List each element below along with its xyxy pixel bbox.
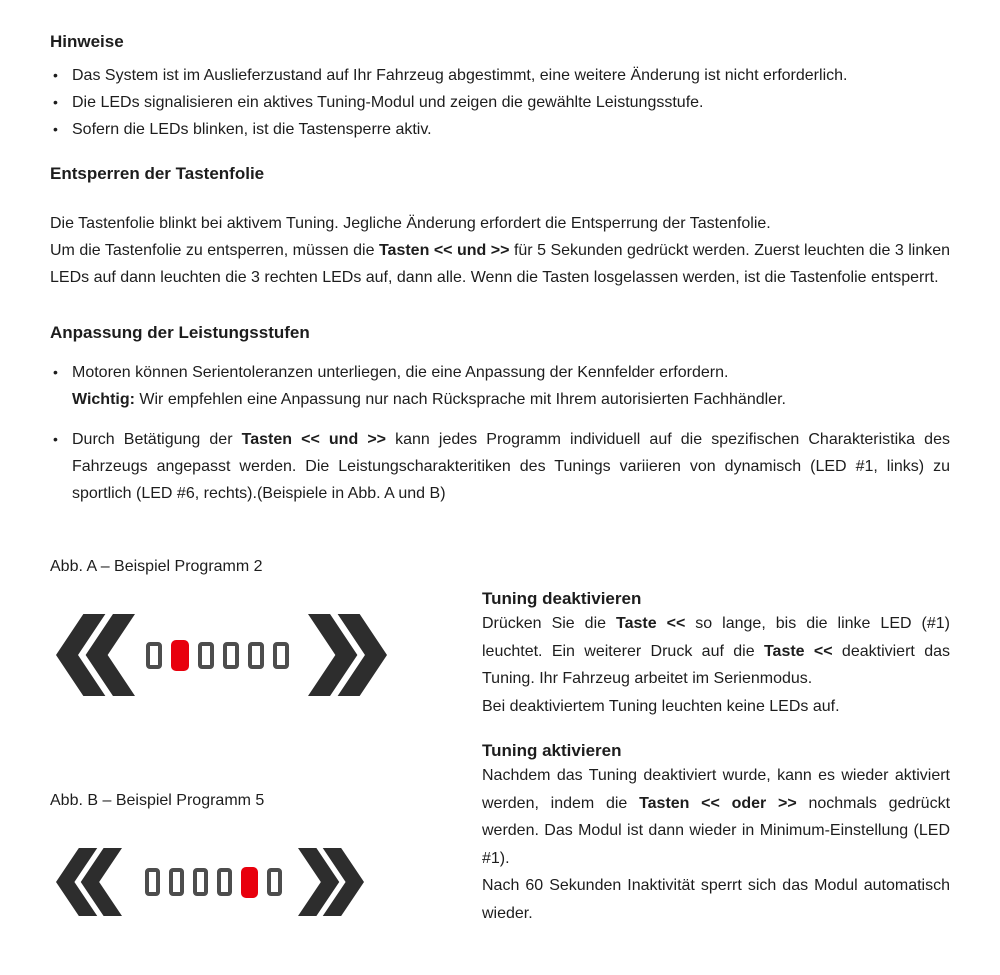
chevrons-right-icon bbox=[308, 614, 387, 696]
bullet-item bbox=[50, 359, 950, 413]
bullet-marker: • bbox=[53, 121, 58, 137]
bullet-marker: • bbox=[53, 67, 58, 83]
bullet-text: Sofern die LEDs blinken, ist die Tastensperre aktiv. bbox=[72, 121, 432, 138]
bullet-item bbox=[50, 116, 950, 143]
figure-a-led-display bbox=[50, 614, 475, 696]
led-row bbox=[146, 640, 289, 671]
led-indicator-active bbox=[171, 640, 189, 671]
chevrons-right-icon bbox=[298, 848, 364, 916]
bullet-item bbox=[50, 426, 950, 507]
hinweise-bullet-list bbox=[50, 62, 950, 143]
section-hinweise bbox=[50, 31, 950, 143]
bullet-marker: • bbox=[53, 94, 58, 110]
deaktivieren-paragraph-2: Bei deaktiviertem Tuning leuchten keine LEDs auf. bbox=[482, 697, 840, 715]
figure-b-led-display bbox=[50, 848, 475, 916]
right-column bbox=[482, 588, 950, 927]
heading-hinweise: Hinweise bbox=[50, 32, 124, 51]
aktivieren-paragraph-1: Nachdem das Tuning deaktiviert wurde, kann es wieder aktiviert werden, indem die Tasten << oder >> nochmals gedrückt werden. Das Modul ist dann wieder in Minimum-Einstellung (LED #1). bbox=[482, 767, 951, 867]
led-indicator bbox=[145, 868, 160, 896]
deaktivieren-paragraph-1: Drücken Sie die Taste << so lange, bis die linke LED (#1) leuchtet. Ein weiterer Druck auf die Taste << deaktiviert das Tuning. Ihr Fahrzeug arbeitet im Serienmodus. bbox=[482, 615, 950, 687]
bullet-item bbox=[50, 89, 950, 116]
heading-tuning-deaktivieren: Tuning deaktivieren bbox=[482, 589, 642, 608]
bullet-marker: • bbox=[53, 364, 58, 380]
figure-b-label: Abb. B – Beispiel Programm 5 bbox=[50, 792, 265, 809]
led-indicator-active bbox=[241, 867, 258, 898]
section-entsperren bbox=[50, 163, 950, 291]
figures-column bbox=[50, 556, 475, 916]
bullet-item bbox=[50, 62, 950, 89]
chevrons-left-icon bbox=[56, 614, 135, 696]
bullet-text: Das System ist im Auslieferzustand auf Ihr Fahrzeug abgestimmt, eine weitere Änderung ist nicht erforderlich. bbox=[72, 67, 848, 84]
bullet-text: Durch Betätigung der Tasten << und >> kann jedes Programm individuell auf die spezifischen Charakteristika des Fahrzeugs angepasst werden. Die Leistungscharakteritiken des Tunings variieren von dynamisch (LED #1, links) zu sportlich (LED #6, rechts).(Beispiele in Abb. A und B) bbox=[72, 431, 950, 502]
heading-tuning-aktivieren: Tuning aktivieren bbox=[482, 741, 622, 760]
aktivieren-paragraph-2: Nach 60 Sekunden Inaktivität sperrt sich das Modul automatisch wieder. bbox=[482, 877, 950, 922]
led-indicator bbox=[248, 642, 264, 669]
entsperren-paragraph-1: Die Tastenfolie blinkt bei aktivem Tuning. Jegliche Änderung erfordert die Entsperrung der Tastenfolie. bbox=[50, 215, 771, 232]
bullet-text: Die LEDs signalisieren ein aktives Tuning-Modul und zeigen die gewählte Leistungsstufe. bbox=[72, 94, 704, 111]
bullet-text: Motoren können Serientoleranzen unterliegen, die eine Anpassung der Kennfelder erfordern. Wichtig: Wir empfehlen eine Anpassung nur nach Rücksprache mit Ihrem autorisierten Fachhändler. bbox=[72, 364, 786, 408]
led-row bbox=[145, 867, 282, 898]
section-anpassung bbox=[50, 322, 950, 507]
led-indicator bbox=[273, 642, 289, 669]
led-indicator bbox=[267, 868, 282, 896]
heading-anpassung: Anpassung der Leistungsstufen bbox=[50, 323, 310, 342]
led-indicator bbox=[223, 642, 239, 669]
led-indicator bbox=[169, 868, 184, 896]
anpassung-bullet-list bbox=[50, 359, 950, 507]
bullet-marker: • bbox=[53, 431, 58, 447]
led-indicator bbox=[146, 642, 162, 669]
led-indicator bbox=[198, 642, 214, 669]
led-indicator bbox=[193, 868, 208, 896]
figure-a-label: Abb. A – Beispiel Programm 2 bbox=[50, 558, 263, 575]
heading-entsperren: Entsperren der Tastenfolie bbox=[50, 164, 265, 183]
entsperren-paragraph-2: Um die Tastenfolie zu entsperren, müssen die Tasten << und >> für 5 Sekunden gedrückt werden. Zuerst leuchten die 3 linken LEDs auf dann leuchten die 3 rechten LEDs auf, dann alle. Wenn die Tasten losgelassen werden, ist die Tastenfolie entsperrt. bbox=[50, 242, 951, 286]
led-indicator bbox=[217, 868, 232, 896]
chevrons-left-icon bbox=[56, 848, 122, 916]
